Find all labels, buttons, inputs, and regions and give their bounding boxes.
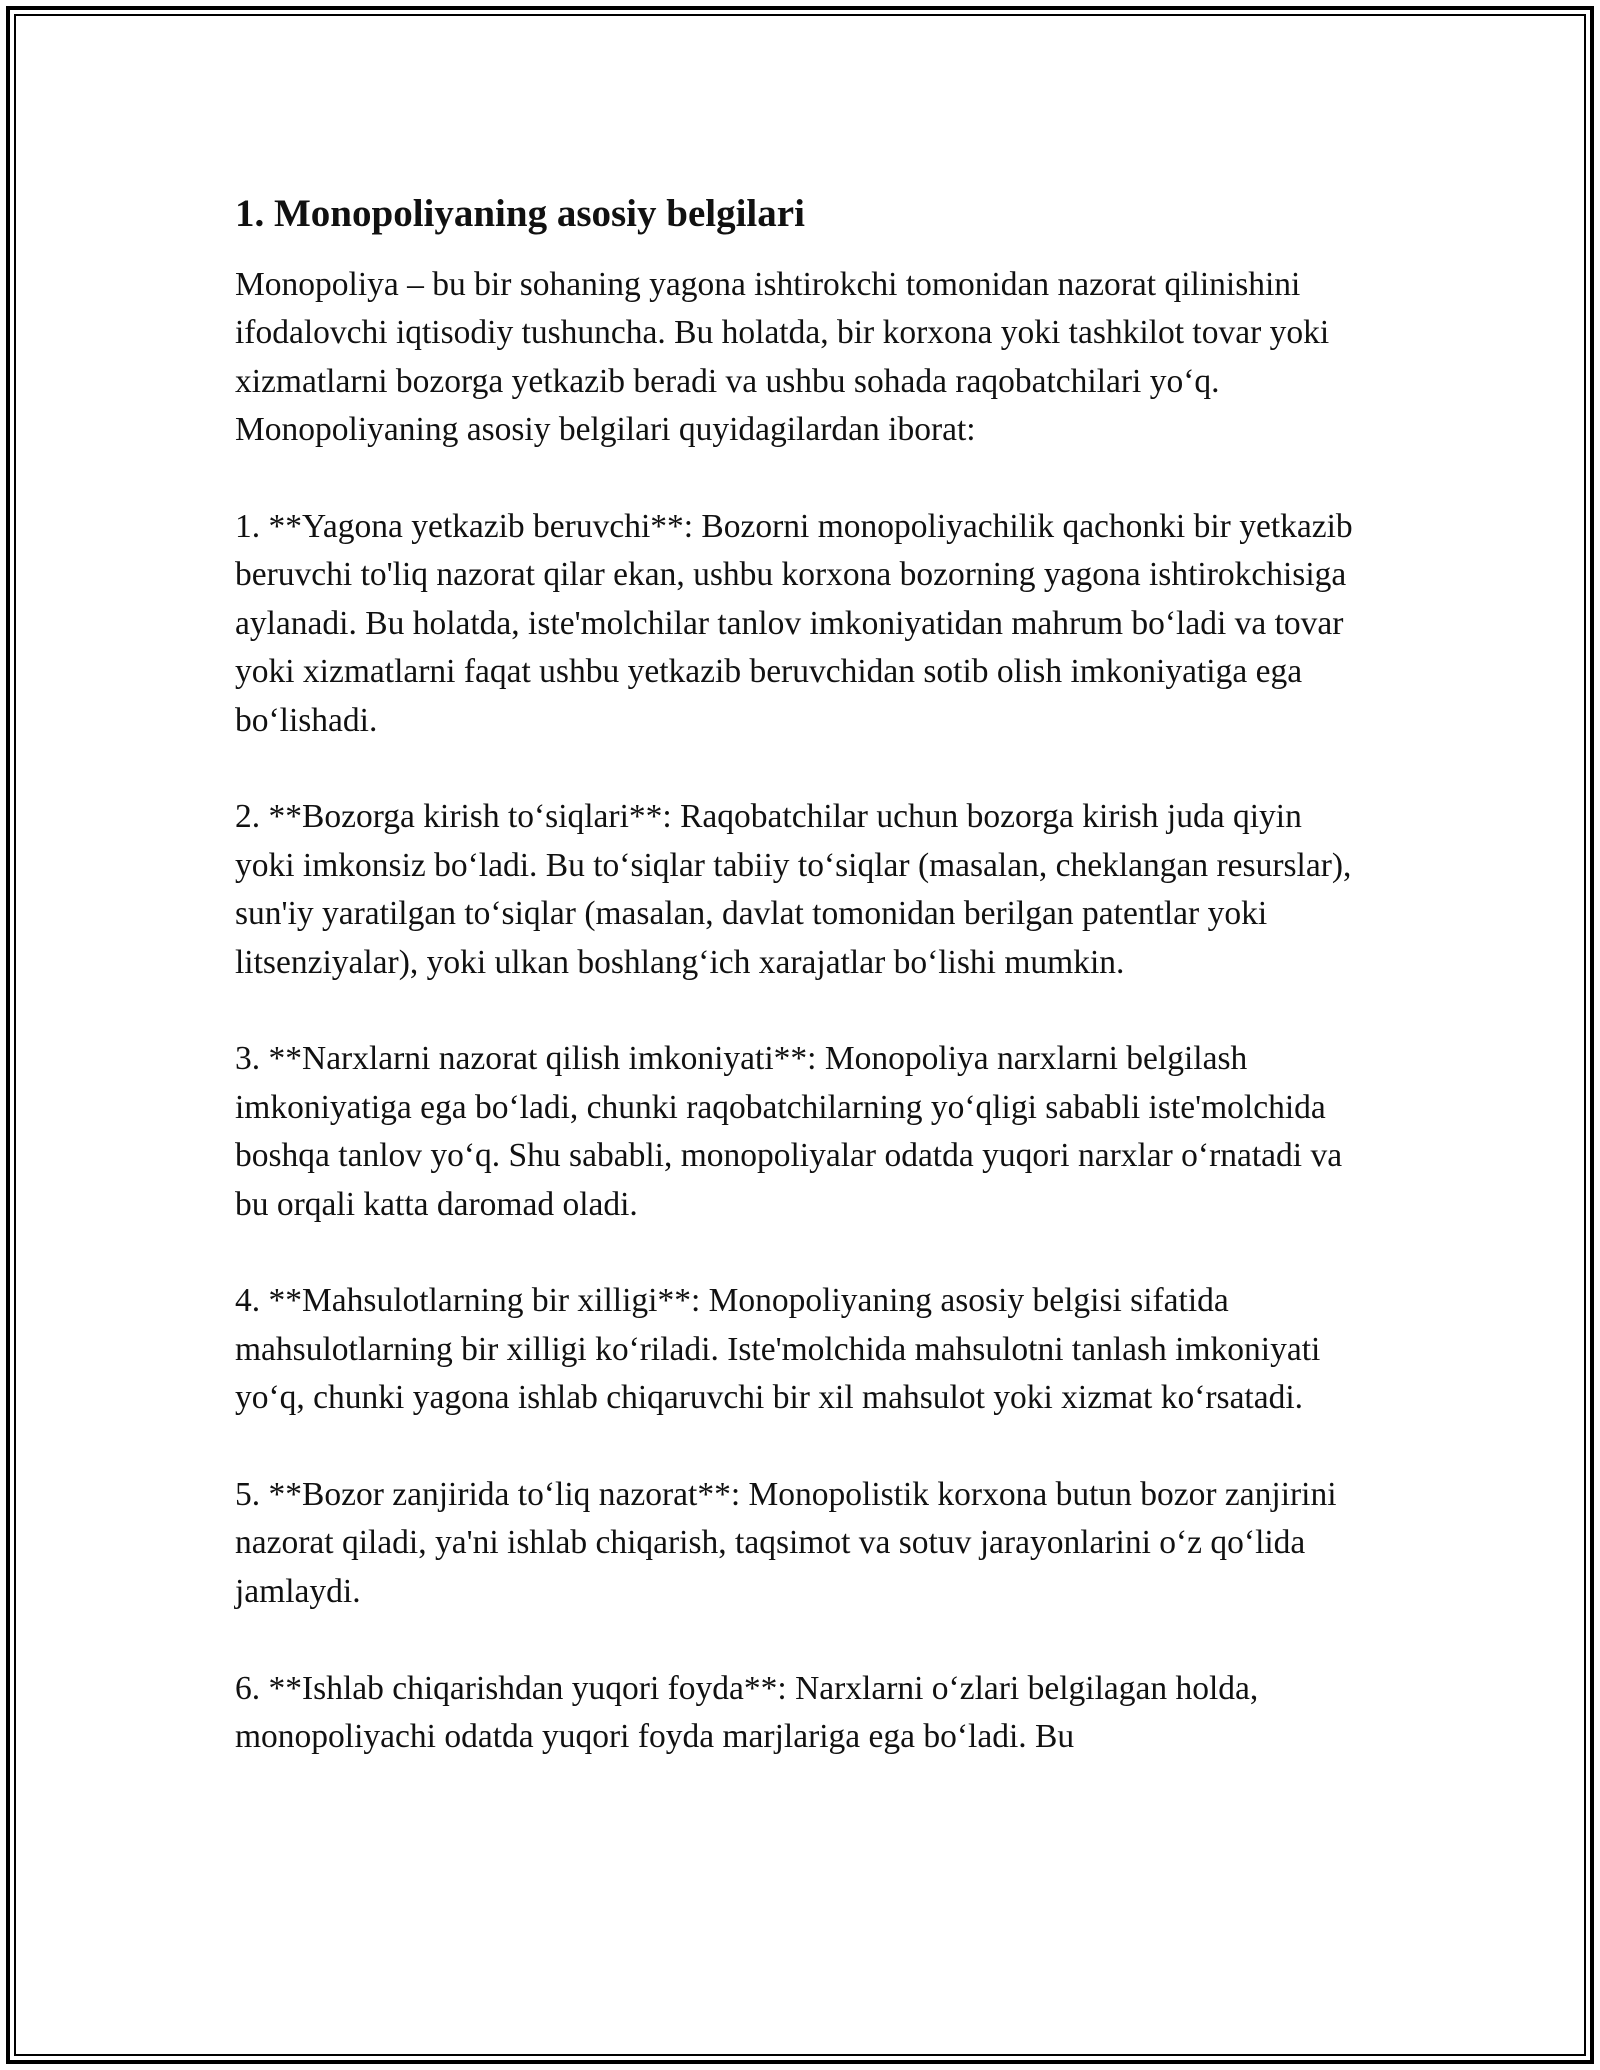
list-item-6: 6. **Ishlab chiqarishdan yuqori foyda**: Narxlarni oʻzlari belgilagan holda, monopoliyachi odatda yuqori foyda marjlariga ega boʻladi. Bu: [235, 1669, 1259, 1756]
list-item-1: 1. **Yagona yetkazib beruvchi**: Bozorni monopoliyachilik qachonki bir yetkazib beruvchi to'liq nazorat qilar ekan, ushbu korxona bozorning yagona ishtirokchisiga aylanadi. Bu holatda, iste'molchilar tanlov imkoniyatidan mahrum boʻladi va tovar yoki xizmatlarni faqat ushbu yetkazib beruvchidan sotib olish imkoniyatiga ega boʻlishadi.: [235, 508, 1353, 739]
list-item-5: 5. **Bozor zanjirida toʻliq nazorat**: Monopolistik korxona butun bozor zanjirini nazorat qiladi, ya'ni ishlab chiqarish, taqsimot va sotuv jarayonlarini oʻz qoʻlida jamlaydi.: [235, 1476, 1337, 1610]
list-item-4: 4. **Mahsulotlarning bir xilligi**: Monopoliyaning asosiy belgisi sifatida mahsulotlarning bir xilligi koʻriladi. Iste'molchida mahsulotni tanlash imkoniyati yoʻq, chunki yagona ishlab chiqaruvchi bir xil mahsulot yoki xizmat koʻrsatadi.: [235, 1282, 1321, 1417]
list-item-3: 3. **Narxlarni nazorat qilish imkoniyati**: Monopoliya narxlarni belgilash imkoniyatiga ega boʻladi, chunki raqobatchilarning yoʻqligi sababli iste'molchida boshqa tanlov yoʻq. Shu sababli, monopoliyalar odatda yuqori narxlar oʻrnatadi va bu orqali katta daromad oladi.: [235, 1040, 1343, 1223]
intro-paragraph: Monopoliya – bu bir sohaning yagona ishtirokchi tomonidan nazorat qilinishini ifodalovchi iqtisodiy tushuncha. Bu holatda, bir korxona yoki tashkilot tovar yoki xizmatlarni bozorga yetkazib beradi va ushbu sohada raqobatchilari yoʻq. Monopoliyaning asosiy belgilari quyidagilardan iborat:: [235, 266, 1330, 449]
section-heading: 1. Monopoliyaning asosiy belgilari: [235, 192, 805, 235]
document-body: [235, 185, 1365, 1810]
list-item-2: 2. **Bozorga kirish toʻsiqlari**: Raqobatchilar uchun bozorga kirish juda qiyin yoki imkonsiz boʻladi. Bu toʻsiqlar tabiiy toʻsiqlar (masalan, cheklangan resurslar), sun'iy yaratilgan toʻsiqlar (masalan, davlat tomonidan berilgan patentlar yoki litsenziyalar), yoki ulkan boshlangʻich xarajatlar boʻlishi mumkin.: [235, 798, 1352, 981]
